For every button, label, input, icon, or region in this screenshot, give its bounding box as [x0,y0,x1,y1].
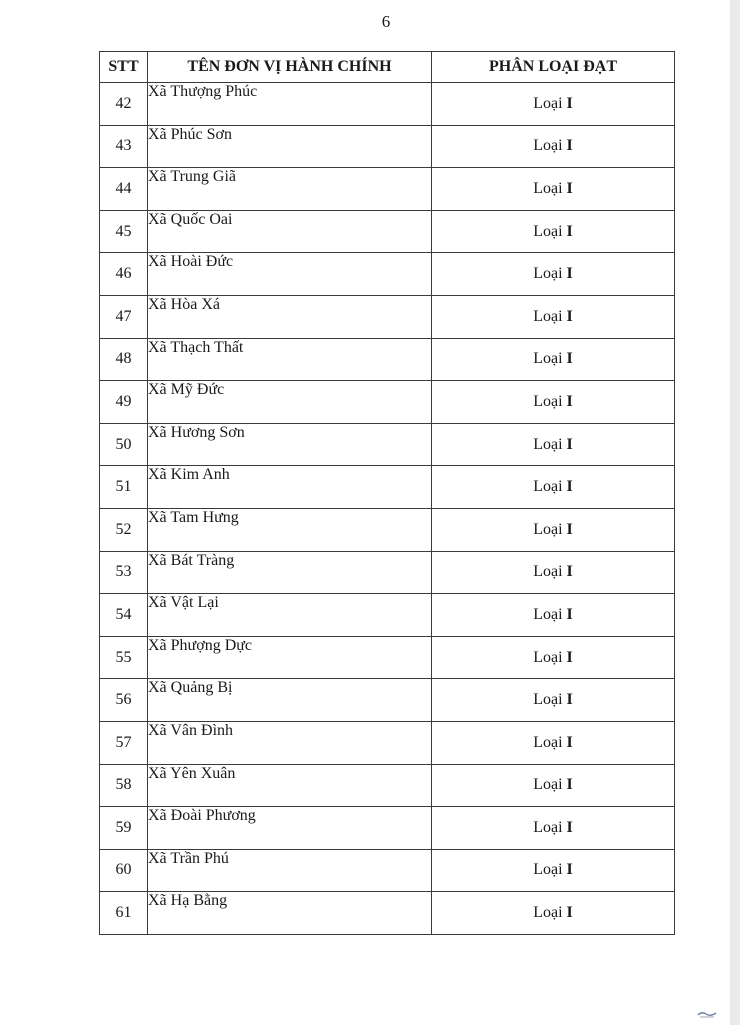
classification-word: Loại [533,691,563,709]
classification-grade: I [566,818,573,836]
table-row [100,338,675,381]
unit-name-cell: Xã Trung Giã [148,168,432,211]
classification-grade: I [566,435,573,453]
table-row [100,83,675,126]
table-row [100,295,675,338]
classification-cell [432,338,675,381]
header-row [100,52,675,83]
table-header [100,52,675,83]
table-row [100,892,675,935]
stt-cell: 42 [100,83,148,126]
stt-cell: 53 [100,551,148,594]
header-unit-name: TÊN ĐƠN VỊ HÀNH CHÍNH [148,52,432,83]
classification-grade: I [566,733,573,751]
stt-cell: 46 [100,253,148,296]
page-number: 6 [381,12,391,31]
table-row [100,764,675,807]
stt-cell: 50 [100,423,148,466]
classification-cell [432,381,675,424]
classification-word: Loại [533,94,563,112]
classification-grade: I [566,776,573,794]
unit-name-cell: Xã Trần Phú [148,849,432,892]
classification-word: Loại [533,435,563,453]
stt-cell: 59 [100,807,148,850]
classification-cell [432,764,675,807]
stt-cell: 47 [100,295,148,338]
classification-cell [432,721,675,764]
classification-word: Loại [533,478,563,496]
stt-cell: 51 [100,466,148,509]
stt-cell: 43 [100,125,148,168]
table-body [100,83,675,935]
stt-cell: 56 [100,679,148,722]
table-row [100,807,675,850]
classification-grade: I [566,265,573,283]
classification-grade: I [566,137,573,155]
unit-name-cell: Xã Tam Hưng [148,508,432,551]
classification-grade: I [566,179,573,197]
classification-grade: I [566,563,573,581]
classification-word: Loại [533,818,563,836]
table-row [100,508,675,551]
unit-name-cell: Xã Quốc Oai [148,210,432,253]
table-row [100,381,675,424]
unit-name-cell: Xã Hoài Đức [148,253,432,296]
classification-cell [432,466,675,509]
unit-name-cell: Xã Bát Tràng [148,551,432,594]
classification-cell [432,892,675,935]
classification-cell [432,423,675,466]
classification-cell [432,83,675,126]
stt-cell: 54 [100,594,148,637]
classification-word: Loại [533,861,563,879]
table-row [100,551,675,594]
table-row [100,210,675,253]
classification-word: Loại [533,904,563,922]
scan-mark-icon [696,1009,718,1019]
classification-word: Loại [533,137,563,155]
classification-grade: I [566,605,573,623]
classification-word: Loại [533,776,563,794]
unit-name-cell: Xã Phượng Dực [148,636,432,679]
classification-cell [432,210,675,253]
unit-name-cell: Xã Quảng Bị [148,679,432,722]
classification-word: Loại [533,222,563,240]
classification-word: Loại [533,265,563,283]
table-row [100,253,675,296]
classification-cell [432,125,675,168]
classification-cell [432,253,675,296]
classification-cell [432,807,675,850]
unit-name-cell: Xã Thượng Phúc [148,83,432,126]
unit-name-cell: Xã Phúc Sơn [148,125,432,168]
classification-grade: I [566,392,573,410]
stt-cell: 52 [100,508,148,551]
table-row [100,849,675,892]
classification-grade: I [566,350,573,368]
unit-name-cell: Xã Hương Sơn [148,423,432,466]
table-row [100,636,675,679]
admin-unit-table [99,51,675,935]
classification-cell [432,679,675,722]
stt-cell: 58 [100,764,148,807]
classification-cell [432,594,675,637]
classification-word: Loại [533,307,563,325]
classification-word: Loại [533,520,563,538]
table-row [100,466,675,509]
classification-word: Loại [533,605,563,623]
table-row [100,594,675,637]
classification-word: Loại [533,179,563,197]
table-row [100,168,675,211]
table-row [100,125,675,168]
table-row [100,721,675,764]
classification-cell [432,168,675,211]
stt-cell: 61 [100,892,148,935]
classification-cell [432,551,675,594]
unit-name-cell: Xã Vân Đình [148,721,432,764]
stt-cell: 48 [100,338,148,381]
classification-grade: I [566,222,573,240]
classification-cell [432,508,675,551]
unit-name-cell: Xã Thạch Thất [148,338,432,381]
classification-cell [432,849,675,892]
unit-name-cell: Xã Yên Xuân [148,764,432,807]
classification-word: Loại [533,392,563,410]
header-stt: STT [100,52,148,83]
unit-name-cell: Xã Đoài Phương [148,807,432,850]
classification-grade: I [566,904,573,922]
stt-cell: 55 [100,636,148,679]
stt-cell: 44 [100,168,148,211]
classification-cell [432,295,675,338]
classification-cell [432,636,675,679]
classification-word: Loại [533,733,563,751]
classification-grade: I [566,307,573,325]
classification-grade: I [566,478,573,496]
classification-grade: I [566,691,573,709]
unit-name-cell: Xã Vật Lại [148,594,432,637]
stt-cell: 49 [100,381,148,424]
unit-name-cell: Xã Mỹ Đức [148,381,432,424]
classification-word: Loại [533,350,563,368]
stt-cell: 60 [100,849,148,892]
header-classification: PHÂN LOẠI ĐẠT [432,52,675,83]
unit-name-cell: Xã Kim Anh [148,466,432,509]
table-row [100,679,675,722]
unit-name-cell: Xã Hạ Bằng [148,892,432,935]
classification-grade: I [566,94,573,112]
classification-grade: I [566,648,573,666]
table-row [100,423,675,466]
classification-grade: I [566,861,573,879]
classification-grade: I [566,520,573,538]
stt-cell: 45 [100,210,148,253]
stt-cell: 57 [100,721,148,764]
unit-name-cell: Xã Hòa Xá [148,295,432,338]
classification-word: Loại [533,648,563,666]
classification-word: Loại [533,563,563,581]
